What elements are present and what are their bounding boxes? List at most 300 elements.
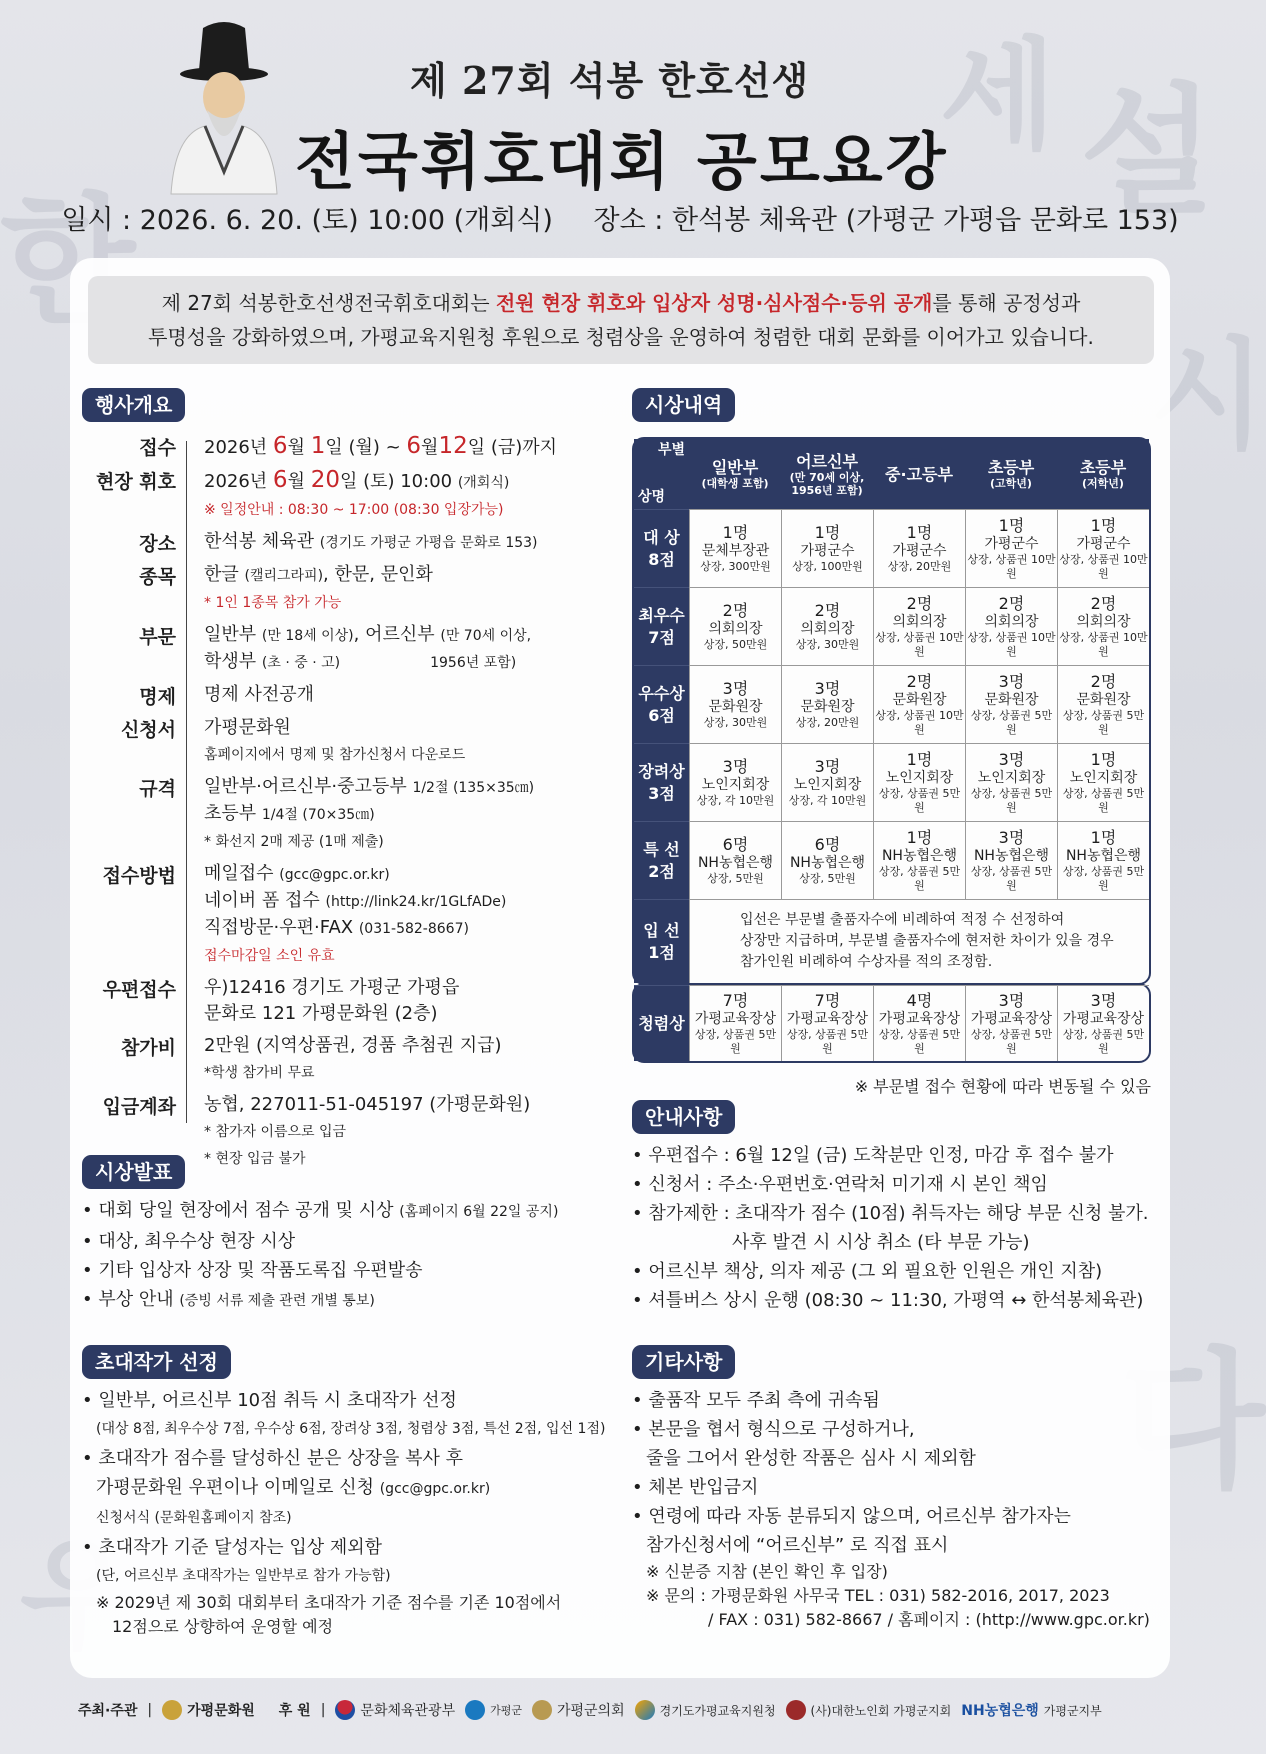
award-prize: 상장, 30만원 bbox=[703, 715, 768, 729]
schedule-line bbox=[0, 198, 1240, 237]
event-title: 전국휘호대회 공모요강 bbox=[295, 125, 949, 198]
award-prize: 상장, 상품권 5만원 bbox=[970, 864, 1053, 892]
t: 1 bbox=[310, 433, 326, 459]
award-count: 3명 bbox=[722, 756, 749, 776]
award-prize: 상장, 상품권 5만원 bbox=[1062, 708, 1145, 736]
award-prize: 상장, 상품권 5만원 bbox=[970, 786, 1053, 814]
award-prize: 상장, 상품권 5만원 bbox=[878, 864, 961, 892]
award-count: 1명 bbox=[1090, 827, 1117, 847]
award-prize: 상장, 20만원 bbox=[795, 715, 860, 729]
column-3 bbox=[873, 439, 965, 509]
award-name: 대 상 bbox=[643, 527, 680, 547]
label-theme: 명제 bbox=[139, 686, 176, 708]
column-sub: (대학생 포함) bbox=[701, 477, 769, 490]
column-1 bbox=[689, 439, 781, 509]
intro-box bbox=[88, 276, 1154, 364]
row-division bbox=[90, 622, 590, 676]
section-etc: 기타사항 bbox=[632, 1345, 735, 1379]
column-sub: (저학년) bbox=[1082, 477, 1124, 490]
t: (만 70세 이상, bbox=[440, 628, 532, 644]
column-name: 초등부 bbox=[987, 458, 1035, 477]
award-count: 2명 bbox=[814, 600, 841, 620]
label-division: 부문 bbox=[139, 626, 176, 648]
award-giver: 가평군수 bbox=[1076, 535, 1131, 552]
award-count: 6명 bbox=[722, 834, 749, 854]
award-row-label bbox=[634, 743, 689, 821]
award-count: 2명 bbox=[1090, 593, 1117, 613]
sep: | bbox=[320, 1702, 326, 1718]
award-giver: NH농협은행 bbox=[697, 854, 774, 871]
t: 12 bbox=[438, 433, 468, 459]
award-giver: 가평교육장상 bbox=[786, 1010, 869, 1027]
award-giver: 의회의장 bbox=[892, 613, 947, 630]
award-giver: 문화원장 bbox=[800, 698, 855, 715]
award-count: 1명 bbox=[906, 749, 933, 769]
award-cell bbox=[873, 821, 965, 899]
award-giver: 가평교육장상 bbox=[694, 1010, 777, 1027]
t: 1/4절 (70×35㎝) bbox=[261, 807, 375, 823]
award-giver: 가평교육장상 bbox=[1062, 1010, 1145, 1027]
label-method: 접수방법 bbox=[102, 865, 176, 887]
row-method bbox=[90, 861, 590, 969]
award-row bbox=[634, 665, 1149, 743]
award-row-label bbox=[634, 821, 689, 899]
t: , 어르신부 bbox=[353, 624, 441, 645]
award-prize: 상장, 상품권 10만원 bbox=[875, 630, 964, 658]
award-count: 2명 bbox=[722, 600, 749, 620]
t: 일반부 bbox=[204, 624, 262, 645]
section-overview: 행사개요 bbox=[82, 388, 185, 422]
award-cell bbox=[965, 743, 1057, 821]
background-calligraphy: 세 설 시 한 다 bbox=[0, 25, 1266, 1509]
t: 가평문화원 bbox=[204, 717, 291, 738]
award-prize: 상장, 5만원 bbox=[707, 871, 764, 885]
award-cell bbox=[965, 985, 1057, 1061]
t: (사)대한노인회 가평군지회 bbox=[810, 1703, 952, 1718]
award-count: 3명 bbox=[814, 678, 841, 698]
t: 경기도가평교육지원청 bbox=[659, 1703, 776, 1718]
award-cell bbox=[689, 821, 781, 899]
award-cell bbox=[965, 821, 1057, 899]
section-guide: 안내사항 bbox=[632, 1100, 735, 1134]
invited-bullet-3-note: (단, 어르신부 초대작가는 일반부로 참가 가능함) bbox=[96, 1568, 391, 1584]
t: 메일접수 bbox=[204, 863, 280, 884]
t: 6 bbox=[406, 433, 422, 459]
t: 농협, 227011-51-045197 (가평문화원) bbox=[204, 1094, 531, 1115]
award-cell bbox=[689, 985, 781, 1061]
t: 1/2절 (135×35㎝) bbox=[412, 780, 535, 796]
award-giver: 노인지회장 bbox=[977, 769, 1046, 786]
entry-label bbox=[634, 899, 689, 983]
t: , 한문, 문인화 bbox=[323, 564, 433, 585]
label-account: 입금계좌 bbox=[102, 1096, 176, 1118]
award-prize: 상장, 100만원 bbox=[792, 559, 863, 573]
sep: | bbox=[147, 1702, 153, 1718]
t: 6 bbox=[272, 467, 288, 493]
row-fee bbox=[90, 1033, 590, 1086]
t: 초등부 bbox=[204, 803, 262, 824]
award-prize: 상장, 상품권 5만원 bbox=[1062, 1027, 1145, 1055]
award-count: 1명 bbox=[1090, 515, 1117, 535]
t: (만 18세 이상) bbox=[261, 628, 354, 644]
award-prize: 상장, 300만원 bbox=[700, 559, 771, 573]
senior-association-icon bbox=[786, 1700, 806, 1720]
award-count: 2명 bbox=[1090, 671, 1117, 691]
entry-line: 상장만 지급하며, 부문별 출품자수에 현저한 차이가 있을 경우 bbox=[740, 933, 1114, 949]
entry-line: 입선은 부문별 출품자수에 비례하여 적정 수 선정하여 bbox=[740, 912, 1065, 928]
award-cell bbox=[873, 743, 965, 821]
etc-note-2: ※ 문의 : 가평문화원 사무국 TEL : 031) 582-2016, 2017, 2023 bbox=[646, 1586, 1110, 1605]
award-cell bbox=[781, 665, 873, 743]
award-cell bbox=[1057, 587, 1149, 665]
announce-item bbox=[82, 1228, 612, 1255]
award-count: 7명 bbox=[722, 990, 749, 1010]
award-count: 3명 bbox=[1090, 990, 1117, 1010]
announce-text: • 기타 입상자 상장 및 작품도록집 우편발송 bbox=[82, 1260, 423, 1281]
t: (초 · 중 · 고) bbox=[261, 655, 341, 671]
t: (gcc@gpc.or.kr) bbox=[379, 1481, 491, 1497]
award-cell bbox=[1057, 985, 1149, 1061]
invited-note-2: 12점으로 상향하여 운영할 예정 bbox=[112, 1617, 334, 1636]
etc-bullet-1: • 출품작 모두 주최 측에 귀속됨 bbox=[632, 1390, 880, 1411]
guide-item: • 신청서 : 주소·우편번호·연락처 미기재 시 본인 책임 bbox=[632, 1174, 1048, 1195]
award-name: 최우수 bbox=[638, 605, 685, 625]
award-prize: 상장, 상품권 5만원 bbox=[1062, 786, 1145, 814]
award-giver: 가평군수 bbox=[984, 535, 1039, 552]
award-giver: 문화원장 bbox=[984, 691, 1039, 708]
sponsor-label: 후 원 bbox=[278, 1703, 311, 1719]
award-row-label bbox=[634, 509, 689, 587]
guide-item: 사후 발견 시 시상 취소 (타 부문 가능) bbox=[732, 1232, 1030, 1253]
award-giver: 의회의장 bbox=[800, 620, 855, 637]
integrity-label: 청렴상 bbox=[634, 985, 689, 1061]
label-category: 종목 bbox=[139, 566, 176, 588]
intro-text: 제 27회 석봉한호선생전국휘호대회는 bbox=[161, 291, 496, 315]
award-cell bbox=[873, 509, 965, 587]
sponsor-5 bbox=[786, 1700, 952, 1720]
label-post: 우편접수 bbox=[102, 979, 176, 1001]
corner-top: 부별 bbox=[657, 442, 685, 458]
t: 우)12416 경기도 가평군 가평읍 bbox=[204, 977, 460, 998]
awards-table bbox=[632, 437, 1151, 985]
scholar-portrait-icon bbox=[165, 22, 283, 194]
award-cell bbox=[965, 509, 1057, 587]
column-5 bbox=[1057, 439, 1149, 509]
entry-desc bbox=[689, 899, 1149, 983]
award-cell bbox=[1057, 743, 1149, 821]
invited-list bbox=[82, 1387, 622, 1640]
award-prize: 상장, 상품권 10만원 bbox=[1059, 630, 1148, 658]
host-logo bbox=[162, 1700, 255, 1720]
award-count: 2명 bbox=[998, 593, 1025, 613]
footer-sponsors bbox=[78, 1690, 1168, 1730]
t: (gcc@gpc.or.kr) bbox=[279, 867, 390, 883]
column-name: 초등부 bbox=[1079, 458, 1127, 477]
award-giver: 노인지회장 bbox=[793, 776, 862, 793]
award-name: 장려상 bbox=[638, 761, 685, 781]
award-giver: NH농협은행 bbox=[881, 847, 958, 864]
award-cell bbox=[781, 509, 873, 587]
award-cell bbox=[689, 743, 781, 821]
award-cell bbox=[689, 587, 781, 665]
t: (캘리그라피) bbox=[244, 568, 324, 584]
column-2 bbox=[781, 439, 873, 509]
t: * 참가자 이름으로 입금 bbox=[204, 1124, 347, 1140]
award-cell bbox=[781, 743, 873, 821]
guide-item: • 우편접수 : 6월 12일 (금) 도착분만 인정, 마감 후 접수 불가 bbox=[632, 1145, 1114, 1166]
column-sub: (고학년) bbox=[990, 477, 1032, 490]
award-cell bbox=[689, 665, 781, 743]
column-name: 일반부 bbox=[711, 458, 759, 477]
announce-text: • 부상 안내 bbox=[82, 1289, 180, 1310]
etc-bullet-3: • 체본 반입금지 bbox=[632, 1477, 759, 1498]
column-4 bbox=[965, 439, 1057, 509]
award-giver: NH농협은행 bbox=[789, 854, 866, 871]
t: 일 (토) 10:00 bbox=[339, 471, 458, 492]
guide-list bbox=[632, 1142, 1172, 1316]
t: 월 bbox=[287, 471, 311, 492]
entry-points: 1점 bbox=[648, 942, 675, 962]
award-prize: 상장, 상품권 10만원 bbox=[967, 630, 1056, 658]
award-name: 특 선 bbox=[643, 839, 680, 859]
award-giver: 문화원장 bbox=[1076, 691, 1131, 708]
t: 2026년 bbox=[204, 437, 273, 458]
t: 가평문화원 우편이나 이메일로 신청 bbox=[96, 1477, 380, 1498]
culture-center-icon bbox=[162, 1700, 182, 1720]
announce-text: • 대상, 최우수상 현장 시상 bbox=[82, 1231, 296, 1252]
t: NH농협은행 bbox=[961, 1703, 1039, 1719]
t: 학생부 bbox=[204, 651, 262, 672]
award-prize: 상장, 각 10만원 bbox=[788, 793, 867, 807]
label-place: 장소 bbox=[139, 533, 176, 555]
award-count: 3명 bbox=[998, 827, 1025, 847]
award-row-label bbox=[634, 665, 689, 743]
award-points: 3점 bbox=[648, 783, 675, 803]
t: (031-582-8667) bbox=[358, 921, 469, 937]
awards-note: ※ 부문별 접수 현황에 따라 변동될 수 있음 bbox=[854, 1077, 1151, 1096]
award-row bbox=[634, 509, 1149, 587]
award-count: 1명 bbox=[906, 522, 933, 542]
award-cell bbox=[1057, 509, 1149, 587]
award-giver: 문화원장 bbox=[892, 691, 947, 708]
award-count: 3명 bbox=[722, 678, 749, 698]
etc-note-3: / FAX : 031) 582-8667 / 홈페이지 : (http://www.gpc.or.kr) bbox=[708, 1610, 1150, 1629]
announce-item bbox=[82, 1197, 612, 1226]
t: 2만원 (지역상품권, 경품 추첨권 지급) bbox=[204, 1035, 502, 1056]
intro-line-2: 투명성을 강화하였으며, 가평교육지원청 후원으로 청렴상을 운영하여 청렴한 대회 문화를 이어가고 있습니다. bbox=[148, 325, 1094, 349]
theme-value: 명제 사전공개 bbox=[204, 684, 315, 705]
award-prize: 상장, 5만원 bbox=[799, 871, 856, 885]
award-prize: 상장, 50만원 bbox=[703, 637, 768, 651]
t: 월 bbox=[287, 437, 311, 458]
t: 20 bbox=[310, 467, 340, 493]
corner-cell bbox=[634, 439, 689, 509]
award-prize: 상장, 상품권 5만원 bbox=[970, 1027, 1053, 1055]
sponsor-6 bbox=[961, 1700, 1102, 1720]
award-prize: 상장, 상품권 10만원 bbox=[1059, 552, 1148, 580]
award-count: 3명 bbox=[998, 990, 1025, 1010]
sponsor-1 bbox=[335, 1700, 455, 1720]
announce-text: • 대회 당일 현장에서 점수 공개 및 시상 bbox=[82, 1200, 400, 1221]
onsite-note: ※ 일정안내 : 08:30 ~ 17:00 (08:30 입장가능) bbox=[204, 502, 504, 518]
award-count: 1명 bbox=[722, 522, 749, 542]
award-cell bbox=[873, 587, 965, 665]
education-office-icon bbox=[635, 1700, 655, 1720]
award-prize: 상장, 상품권 5만원 bbox=[786, 1027, 869, 1055]
sponsor-4 bbox=[635, 1700, 776, 1720]
intro-highlight: 전원 현장 휘호와 입상자 성명·심사점수·등위 공개 bbox=[495, 291, 933, 315]
award-giver: 노인지회장 bbox=[885, 769, 954, 786]
etc-bullet-2: • 본문을 협서 형식으로 구성하거나, bbox=[632, 1419, 915, 1440]
etc-bullet-4b: 참가신청서에 “어르신부” 로 직접 표시 bbox=[646, 1535, 949, 1556]
t: (개회식) bbox=[457, 475, 510, 491]
label-fee: 참가비 bbox=[120, 1037, 176, 1059]
overview-list bbox=[90, 433, 590, 1178]
award-giver: 노인지회장 bbox=[1069, 769, 1138, 786]
award-giver: 가평군수 bbox=[892, 542, 947, 559]
invited-bullet-2: • 초대작가 점수를 달성하신 분은 상장을 복사 후 bbox=[82, 1448, 464, 1469]
award-giver: 문체부장관 bbox=[701, 542, 770, 559]
award-prize: 상장, 상품권 10만원 bbox=[875, 708, 964, 736]
award-count: 1명 bbox=[906, 827, 933, 847]
award-giver: 의회의장 bbox=[1076, 613, 1131, 630]
award-cell bbox=[965, 665, 1057, 743]
award-cell bbox=[1057, 821, 1149, 899]
row-onsite bbox=[90, 467, 590, 523]
award-prize: 상장, 상품권 5만원 bbox=[694, 1027, 777, 1055]
award-count: 7명 bbox=[814, 990, 841, 1010]
invited-bullet-2-note: 신청서식 (문화원홈페이지 참조) bbox=[96, 1510, 292, 1526]
award-giver: 의회의장 bbox=[984, 613, 1039, 630]
award-prize: 상장, 상품권 5만원 bbox=[878, 1027, 961, 1055]
label-reception: 접수 bbox=[139, 437, 176, 459]
award-prize: 상장, 상품권 5만원 bbox=[1062, 864, 1145, 892]
award-count: 1명 bbox=[998, 515, 1025, 535]
award-points: 7점 bbox=[648, 627, 675, 647]
row-form bbox=[90, 715, 590, 768]
award-count: 3명 bbox=[814, 756, 841, 776]
award-giver: 가평군수 bbox=[800, 542, 855, 559]
award-giver: 문화원장 bbox=[708, 698, 763, 715]
etc-list bbox=[632, 1387, 1172, 1633]
award-cell bbox=[781, 821, 873, 899]
award-prize: 상장, 30만원 bbox=[795, 637, 860, 651]
intro-text-2: 를 통해 공정성과 bbox=[932, 291, 1081, 315]
taegeuk-icon bbox=[335, 1700, 355, 1720]
t: 가평군의회 bbox=[556, 1703, 625, 1719]
t: * 현장 입금 불가 bbox=[204, 1151, 306, 1167]
award-prize: 상장, 20만원 bbox=[887, 559, 952, 573]
award-cell bbox=[965, 587, 1057, 665]
award-giver: NH농협은행 bbox=[973, 847, 1050, 864]
section-awards: 시상내역 bbox=[632, 388, 735, 422]
category-note: * 1인 1종목 참가 가능 bbox=[204, 595, 342, 611]
column-name: 어르신부 bbox=[796, 451, 858, 471]
award-count: 4명 bbox=[906, 990, 933, 1010]
award-row bbox=[634, 587, 1149, 665]
host-label: 주최·주관 bbox=[78, 1703, 138, 1719]
award-count: 3명 bbox=[998, 671, 1025, 691]
t: * 화선지 2매 제공 (1매 제출) bbox=[204, 834, 384, 850]
label-onsite: 현장 휘호 bbox=[95, 471, 176, 493]
t: 네이버 폼 접수 bbox=[204, 890, 326, 911]
award-cell bbox=[781, 985, 873, 1061]
announce-item bbox=[82, 1257, 612, 1284]
integrity-table bbox=[632, 983, 1151, 1063]
award-cell bbox=[689, 509, 781, 587]
award-points: 6점 bbox=[648, 705, 675, 725]
award-giver: 의회의장 bbox=[708, 620, 763, 637]
section-invited: 초대작가 선정 bbox=[82, 1345, 231, 1379]
award-count: 2명 bbox=[906, 593, 933, 613]
t: 일 (월) ~ bbox=[325, 437, 407, 458]
award-row-label bbox=[634, 587, 689, 665]
label-form: 신청서 bbox=[120, 719, 176, 741]
corner-bottom: 상명 bbox=[638, 489, 666, 505]
etc-note-1: ※ 신분증 지참 (본인 확인 후 입장) bbox=[646, 1562, 888, 1581]
t: 한석봉 체육관 bbox=[204, 531, 320, 552]
row-reception bbox=[90, 433, 590, 461]
t: (http://link24.kr/1GLfADe) bbox=[325, 894, 507, 910]
award-count: 6명 bbox=[814, 834, 841, 854]
award-giver: NH농협은행 bbox=[1065, 847, 1142, 864]
award-count: 2명 bbox=[906, 671, 933, 691]
invited-bullet-1-note: (대상 8점, 최우수상 7점, 우수상 6점, 장려상 3점, 청렴상 3점, 특선 2점, 입선 1점) bbox=[96, 1421, 606, 1437]
award-giver: 가평교육장상 bbox=[970, 1010, 1053, 1027]
overview-divider bbox=[186, 441, 187, 1123]
award-count: 1명 bbox=[814, 522, 841, 542]
awards-table-wrap bbox=[632, 437, 1151, 985]
award-cell bbox=[873, 985, 965, 1061]
entry-line: 참가인원 비례하여 수상자를 적의 조정함. bbox=[740, 954, 993, 970]
t: 한글 bbox=[204, 564, 245, 585]
t: 6 bbox=[272, 433, 288, 459]
event-date: 일시 : 2026. 6. 20. (토) 10:00 (개회식) bbox=[61, 205, 553, 236]
t: 문화체육관광부 bbox=[360, 1703, 456, 1719]
council-seal-icon bbox=[532, 1700, 552, 1720]
award-giver: 노인지회장 bbox=[701, 776, 770, 793]
award-points: 2점 bbox=[648, 861, 675, 881]
sponsor-3 bbox=[532, 1700, 625, 1720]
t: 일반부·어르신부·중고등부 bbox=[204, 776, 413, 797]
award-prize: 상장, 상품권 5만원 bbox=[878, 786, 961, 814]
etc-bullet-4: • 연령에 따라 자동 분류되지 않으며, 어르신부 참가자는 bbox=[632, 1506, 1071, 1527]
t: 가평문화원 bbox=[187, 1703, 255, 1719]
award-count: 3명 bbox=[998, 749, 1025, 769]
award-row bbox=[634, 821, 1149, 899]
award-prize: 상장, 각 10만원 bbox=[696, 793, 775, 807]
award-prize: 상장, 상품권 5만원 bbox=[970, 708, 1053, 736]
award-cell bbox=[1057, 665, 1149, 743]
row-post bbox=[90, 975, 590, 1027]
announce-note: (홈페이지 6월 22일 공지) bbox=[399, 1204, 559, 1220]
award-points: 8점 bbox=[648, 549, 675, 569]
guide-item: • 어르신부 책상, 의자 제공 (그 외 필요한 인원은 개인 지참) bbox=[632, 1261, 1103, 1282]
t: 월 bbox=[421, 437, 439, 458]
event-venue: 장소 : 한석봉 체육관 (가평군 가평읍 문화로 153) bbox=[593, 205, 1179, 236]
row-place bbox=[90, 529, 590, 556]
award-row bbox=[634, 743, 1149, 821]
t: 홈페이지에서 명제 및 참가신청서 다운로드 bbox=[204, 747, 466, 763]
row-spec bbox=[90, 774, 590, 855]
entry-row bbox=[634, 899, 1149, 983]
t: *학생 참가비 무료 bbox=[204, 1065, 315, 1081]
t: 2026년 bbox=[204, 471, 273, 492]
t: 문화로 121 가평문화원 (2층) bbox=[204, 1003, 438, 1024]
section-announce: 시상발표 bbox=[82, 1155, 185, 1189]
label-spec: 규격 bbox=[139, 778, 176, 800]
t: 1956년 포함) bbox=[430, 655, 517, 671]
